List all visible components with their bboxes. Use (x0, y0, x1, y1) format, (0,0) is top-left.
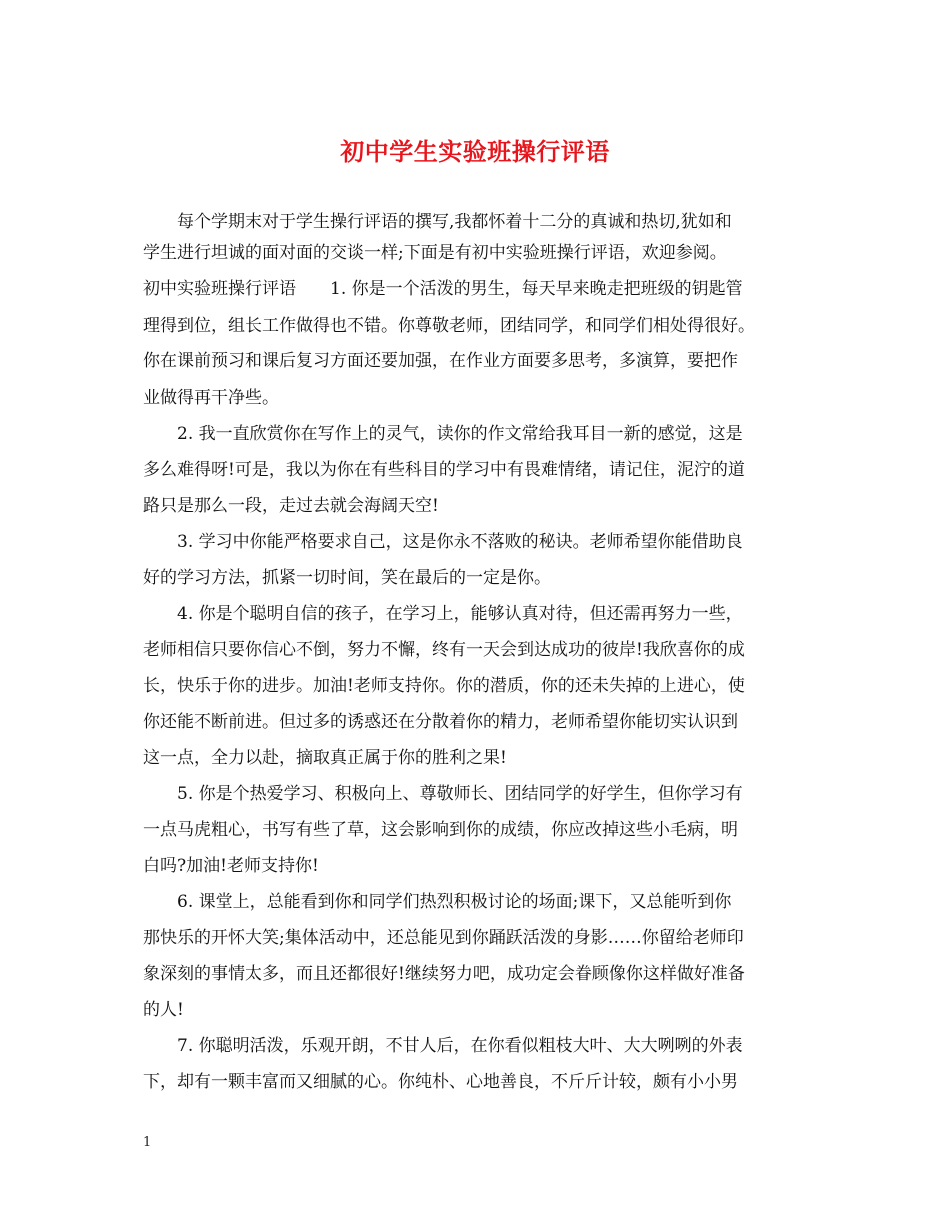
body-text-line: 下，却有一颗丰富而又细腻的心。你纯朴、心地善良，不斤斤计较，颇有小小男 (143, 1072, 738, 1092)
body-text-line: 6. 课堂上，总能看到你和同学们热烈积极讨论的场面;课下，又总能听到你 (143, 892, 732, 912)
page-number: 1 (143, 1135, 152, 1150)
body-text-line: 4. 你是个聪明自信的孩子，在学习上，能够认真对待，但还需再努力一些， (143, 604, 743, 624)
body-text-line: 你在课前预习和课后复习方面还要加强，在作业方面要多思考，多演算，要把作 (143, 351, 738, 371)
body-text-line: 业做得再干净些。 (143, 388, 279, 408)
body-text-line: 路只是那么一段，走过去就会海阔天空! (143, 496, 439, 516)
body-text-line: 这一点，全力以赴，摘取真正属于你的胜利之果! (143, 748, 507, 768)
body-text-line: 初中实验班操行评语 1. 你是一个活泼的男生，每天早来晚走把班级的钥匙管 (143, 279, 743, 299)
body-text-line: 的人! (143, 1000, 184, 1020)
body-text-line: 象深刻的事情太多，而且还都很好!继续努力吧，成功定会眷顾像你这样做好准备 (143, 964, 745, 984)
body-text-line: 你还能不断前进。但过多的诱惑还在分散着你的精力，老师希望你能切实认识到 (143, 712, 738, 732)
body-text-line: 一点马虎粗心，书写有些了草，这会影响到你的成绩，你应改掉这些小毛病，明 (143, 820, 738, 840)
body-text-line: 7. 你聪明活泼，乐观开朗，不甘人后，在你看似粗枝大叶、大大咧咧的外表 (143, 1036, 743, 1056)
body-text-line: 老师相信只要你信心不倒，努力不懈，终有一天会到达成功的彼岸!我欣喜你的成 (143, 640, 745, 660)
body-text-line: 多么难得呀!可是，我以为你在有些科目的学习中有畏难情绪，请记住，泥泞的道 (143, 460, 745, 480)
page-title: 初中学生实验班操行评语 (340, 137, 610, 166)
body-text-line: 学生进行坦诚的面对面的交谈一样;下面是有初中实验班操行评语，欢迎参阅。 (143, 243, 727, 263)
body-text-line: 理得到位，组长工作做得也不错。你尊敬老师，团结同学，和同学们相处得很好。 (143, 316, 755, 336)
body-text-line: 5. 你是个热爱学习、积极向上、尊敬师长、团结同学的好学生，但你学习有 (143, 784, 743, 804)
body-text-line: 2. 我一直欣赏你在写作上的灵气，读你的作文常给我耳目一新的感觉，这是 (143, 424, 743, 444)
body-text-line: 每个学期末对于学生操行评语的撰写,我都怀着十二分的真诚和热切,犹如和 (143, 212, 732, 232)
body-text-line: 好的学习方法，抓紧一切时间，笑在最后的一定是你。 (143, 568, 551, 588)
body-text-line: 白吗?加油!老师支持你! (143, 856, 319, 876)
body-text-line: 那快乐的开怀大笑;集体活动中，还总能见到你踊跃活泼的身影……你留给老师印 (143, 928, 744, 948)
body-text-line: 长，快乐于你的进步。加油!老师支持你。你的潜质，你的还未失掉的上进心，使 (143, 676, 745, 696)
body-text-line: 3. 学习中你能严格要求自己，这是你永不落败的秘诀。老师希望你能借助良 (143, 532, 743, 552)
